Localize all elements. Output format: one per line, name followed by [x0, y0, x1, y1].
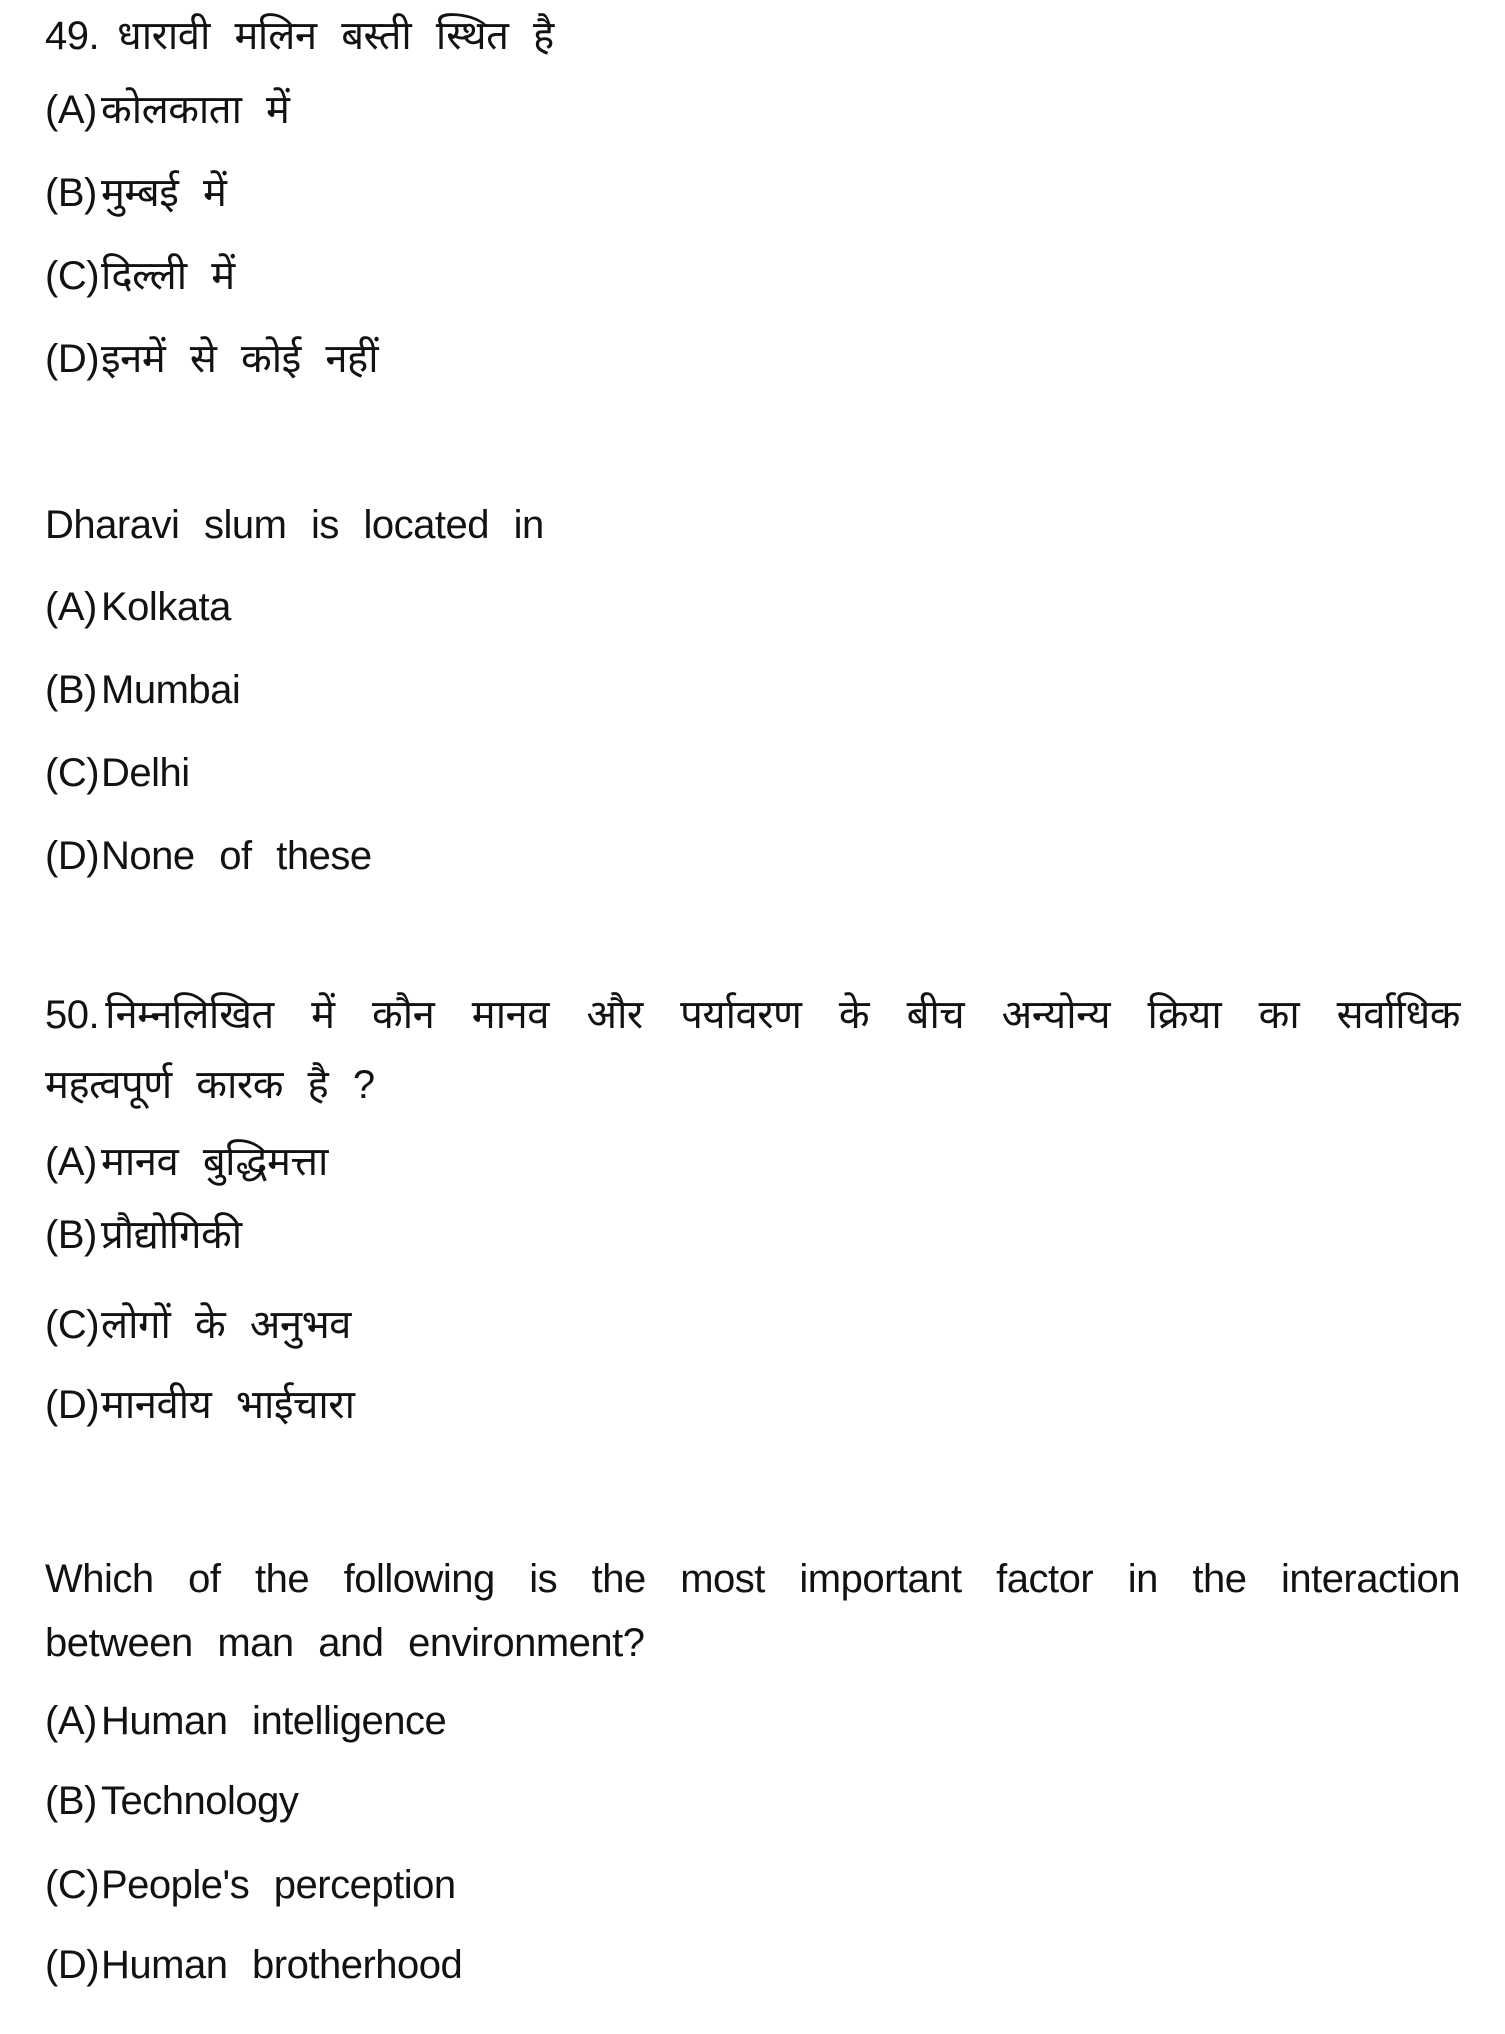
- option-row: [45, 1377, 1460, 1433]
- question-50-english-line1: [45, 1547, 1460, 1611]
- option-row: [45, 579, 1460, 635]
- option-label: (C): [45, 254, 100, 298]
- option-label: (D): [45, 834, 100, 878]
- option-text: Human intelligence: [101, 1699, 447, 1743]
- option-label: (D): [45, 1383, 100, 1427]
- question-50-hindi-line2: [45, 1050, 1460, 1120]
- question-text-hindi: निम्नलिखित में कौन मानव और पर्यावरण के बीच अन्योन्य क्रिया का सर्वाधिक: [105, 993, 1460, 1037]
- option-text: मानव बुद्धिमत्ता: [101, 1140, 328, 1184]
- question-49-hindi-title: [45, 8, 1460, 64]
- question-text-english: between man and environment?: [45, 1621, 645, 1665]
- question-50-hindi-line1: [45, 980, 1460, 1050]
- question-text-hindi: धारावी मलिन बस्ती स्थित है: [117, 14, 554, 58]
- option-label: (D): [45, 337, 100, 381]
- option-row: [45, 745, 1460, 801]
- option-text: प्रौद्योगिकी: [101, 1213, 242, 1257]
- option-row: [45, 1773, 1460, 1829]
- option-row: [45, 1297, 1460, 1353]
- option-label: (C): [45, 1303, 100, 1347]
- option-row: [45, 165, 1460, 221]
- option-row: [45, 331, 1460, 387]
- option-text: कोलकाता में: [101, 88, 290, 132]
- question-number: 50.: [45, 993, 100, 1037]
- option-text: इनमें से कोई नहीं: [101, 337, 379, 381]
- question-50-hindi-title: [45, 980, 1460, 1120]
- option-label: (A): [45, 1699, 97, 1743]
- option-text: Technology: [101, 1779, 299, 1823]
- option-row: [45, 1857, 1460, 1913]
- option-text: दिल्ली में: [101, 254, 235, 298]
- question-49-english-title: [45, 497, 1460, 553]
- option-text: Delhi: [101, 751, 190, 795]
- option-text: Kolkata: [101, 585, 231, 629]
- question-50-english-line2: [45, 1611, 1460, 1675]
- option-text: लोगों के अनुभव: [101, 1303, 351, 1347]
- question-text-english: Dharavi slum is located in: [45, 503, 544, 547]
- option-text: मुम्बई में: [101, 171, 227, 215]
- option-row: [45, 248, 1460, 304]
- option-row: [45, 662, 1460, 718]
- option-label: (B): [45, 1779, 97, 1823]
- option-row: [45, 1937, 1460, 1993]
- option-label: (A): [45, 88, 97, 132]
- option-row: [45, 1207, 1460, 1263]
- question-50-english-title: [45, 1547, 1460, 1675]
- option-row: [45, 1693, 1460, 1749]
- option-label: (A): [45, 585, 97, 629]
- question-text-english: Which of the following is the most important factor in the interaction: [45, 1557, 1460, 1601]
- option-text: Human brotherhood: [101, 1943, 463, 1987]
- option-label: (A): [45, 1140, 97, 1184]
- option-row: [45, 828, 1460, 884]
- option-label: (B): [45, 1213, 97, 1257]
- option-row: [45, 82, 1460, 138]
- question-text-hindi: महत्वपूर्ण कारक है ?: [45, 1063, 375, 1107]
- option-label: (C): [45, 751, 100, 795]
- option-label: (C): [45, 1863, 100, 1907]
- option-label: (B): [45, 668, 97, 712]
- option-row: [45, 1134, 1460, 1190]
- option-label: (D): [45, 1943, 100, 1987]
- option-text: People's perception: [101, 1863, 456, 1907]
- option-text: मानवीय भाईचारा: [101, 1383, 355, 1427]
- option-label: (B): [45, 171, 97, 215]
- option-text: None of these: [101, 834, 372, 878]
- question-number: 49.: [45, 14, 100, 58]
- option-text: Mumbai: [101, 668, 241, 712]
